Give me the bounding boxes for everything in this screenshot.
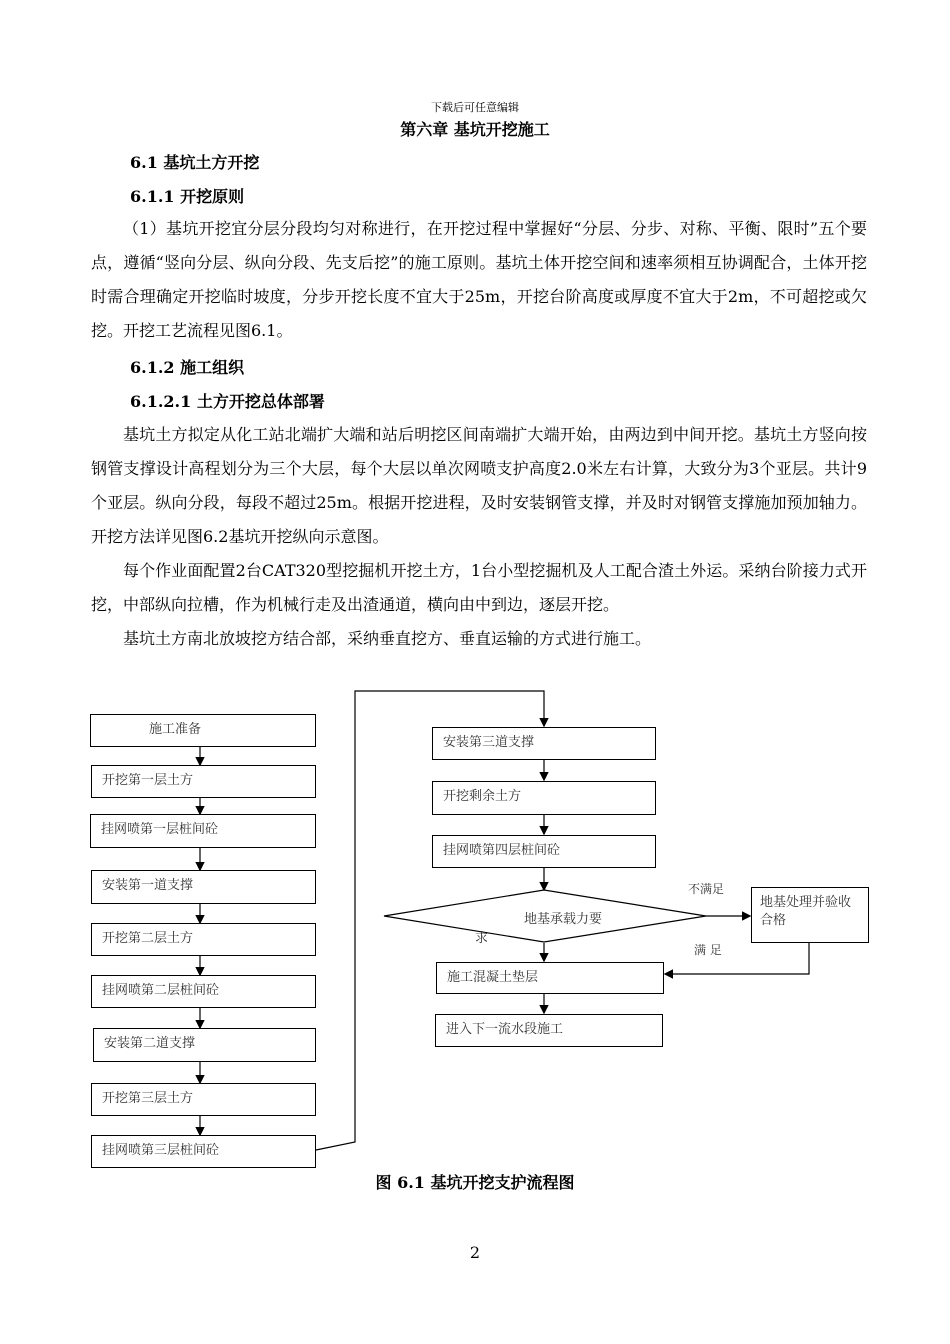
flow-step-concrete-cushion: 施工混凝土垫层 <box>436 962 664 994</box>
flow-step-excavate-remaining: 开挖剩余土方 <box>432 781 656 815</box>
chapter-title: 第六章 基坑开挖施工 <box>400 120 550 139</box>
heading-6-1-2: 6.1.2 施工组织 <box>130 358 245 377</box>
header-note: 下载后可任意编辑 <box>431 101 519 114</box>
paragraph-text: 基坑土方拟定从化工站北端扩大端和站后明挖区间南端扩大端开始，由两边到中间开挖。基坑土方竖向按钢管支撑设计高程划分为三个大层，每个大层以单次网喷支护高度2.0米左右计算，大致分为3个亚层。共计9个亚层。纵向分段，每段不超过25m。根据开挖进程，及时安装钢管支撑，并及时对钢管支撑施加预加轴力。开挖方法详见图6.2基坑开挖纵向示意图。 <box>91 425 867 546</box>
paragraph-text: （1）基坑开挖宜分层分段均匀对称进行，在开挖过程中掌握好“分层、分步、对称、平衡、限时”五个要点，遵循“竖向分层、纵向分段、先支后挖”的施工原则。基坑土体开挖空间和速率须相互协调配合，土体开挖时需合理确定开挖临时坡度，分步开挖长度不宜大于25m，开挖台阶高度或厚度不宜大于2m，不可超挖或欠挖。开挖工艺流程见图6.1。 <box>91 219 867 340</box>
flow-step-shotcrete-layer-2: 挂网喷第二层桩间砼 <box>91 975 316 1008</box>
decision-text: 地基承载力要 <box>524 912 603 927</box>
flow-step-excavate-layer-3: 开挖第三层土方 <box>91 1083 316 1116</box>
flow-step-support-3: 安装第三道支撑 <box>432 727 656 760</box>
page-number: 2 <box>469 1243 481 1262</box>
label-satisfied: 满 足 <box>694 943 722 957</box>
heading-6-1-1: 6.1.1 开挖原则 <box>130 187 245 206</box>
paragraph-text: 每个作业面配置2台CAT320型挖掘机开挖土方，1台小型挖掘机及人工配合渣土外运。采纳台阶接力式开挖，中部纵向拉槽，作为机械行走及出渣通道，横向由中到边，逐层开挖。 <box>91 561 867 614</box>
flow-step-next-section: 进入下一流水段施工 <box>435 1014 663 1047</box>
figure-caption: 图 6.1 基坑开挖支护流程图 <box>375 1173 575 1192</box>
flow-step-shotcrete-layer-1: 挂网喷第一层桩间砼 <box>90 814 316 848</box>
flow-step-shotcrete-layer-3: 挂网喷第三层桩间砼 <box>91 1135 316 1168</box>
heading-6-1: 6.1 基坑土方开挖 <box>130 153 260 172</box>
heading-6-1-2-1: 6.1.2.1 土方开挖总体部署 <box>130 392 325 411</box>
flow-step-excavate-layer-2: 开挖第二层土方 <box>91 923 316 956</box>
flow-step-excavate-layer-1: 开挖第一层土方 <box>91 765 316 798</box>
decision-text-wrap: 求 <box>475 931 489 946</box>
flow-step-prepare: 施工准备 <box>90 714 316 747</box>
flow-step-foundation-treatment: 地基处理并验收合格 <box>751 887 869 943</box>
flow-step-shotcrete-layer-4: 挂网喷第四层桩间砼 <box>432 835 656 868</box>
flow-step-support-1: 安装第一道支撑 <box>91 870 316 904</box>
label-not-satisfied: 不满足 <box>688 882 725 896</box>
flow-step-support-2: 安装第二道支撑 <box>93 1028 316 1062</box>
paragraph-text: 基坑土方南北放坡挖方结合部，采纳垂直挖方、垂直运输的方式进行施工。 <box>123 629 652 648</box>
